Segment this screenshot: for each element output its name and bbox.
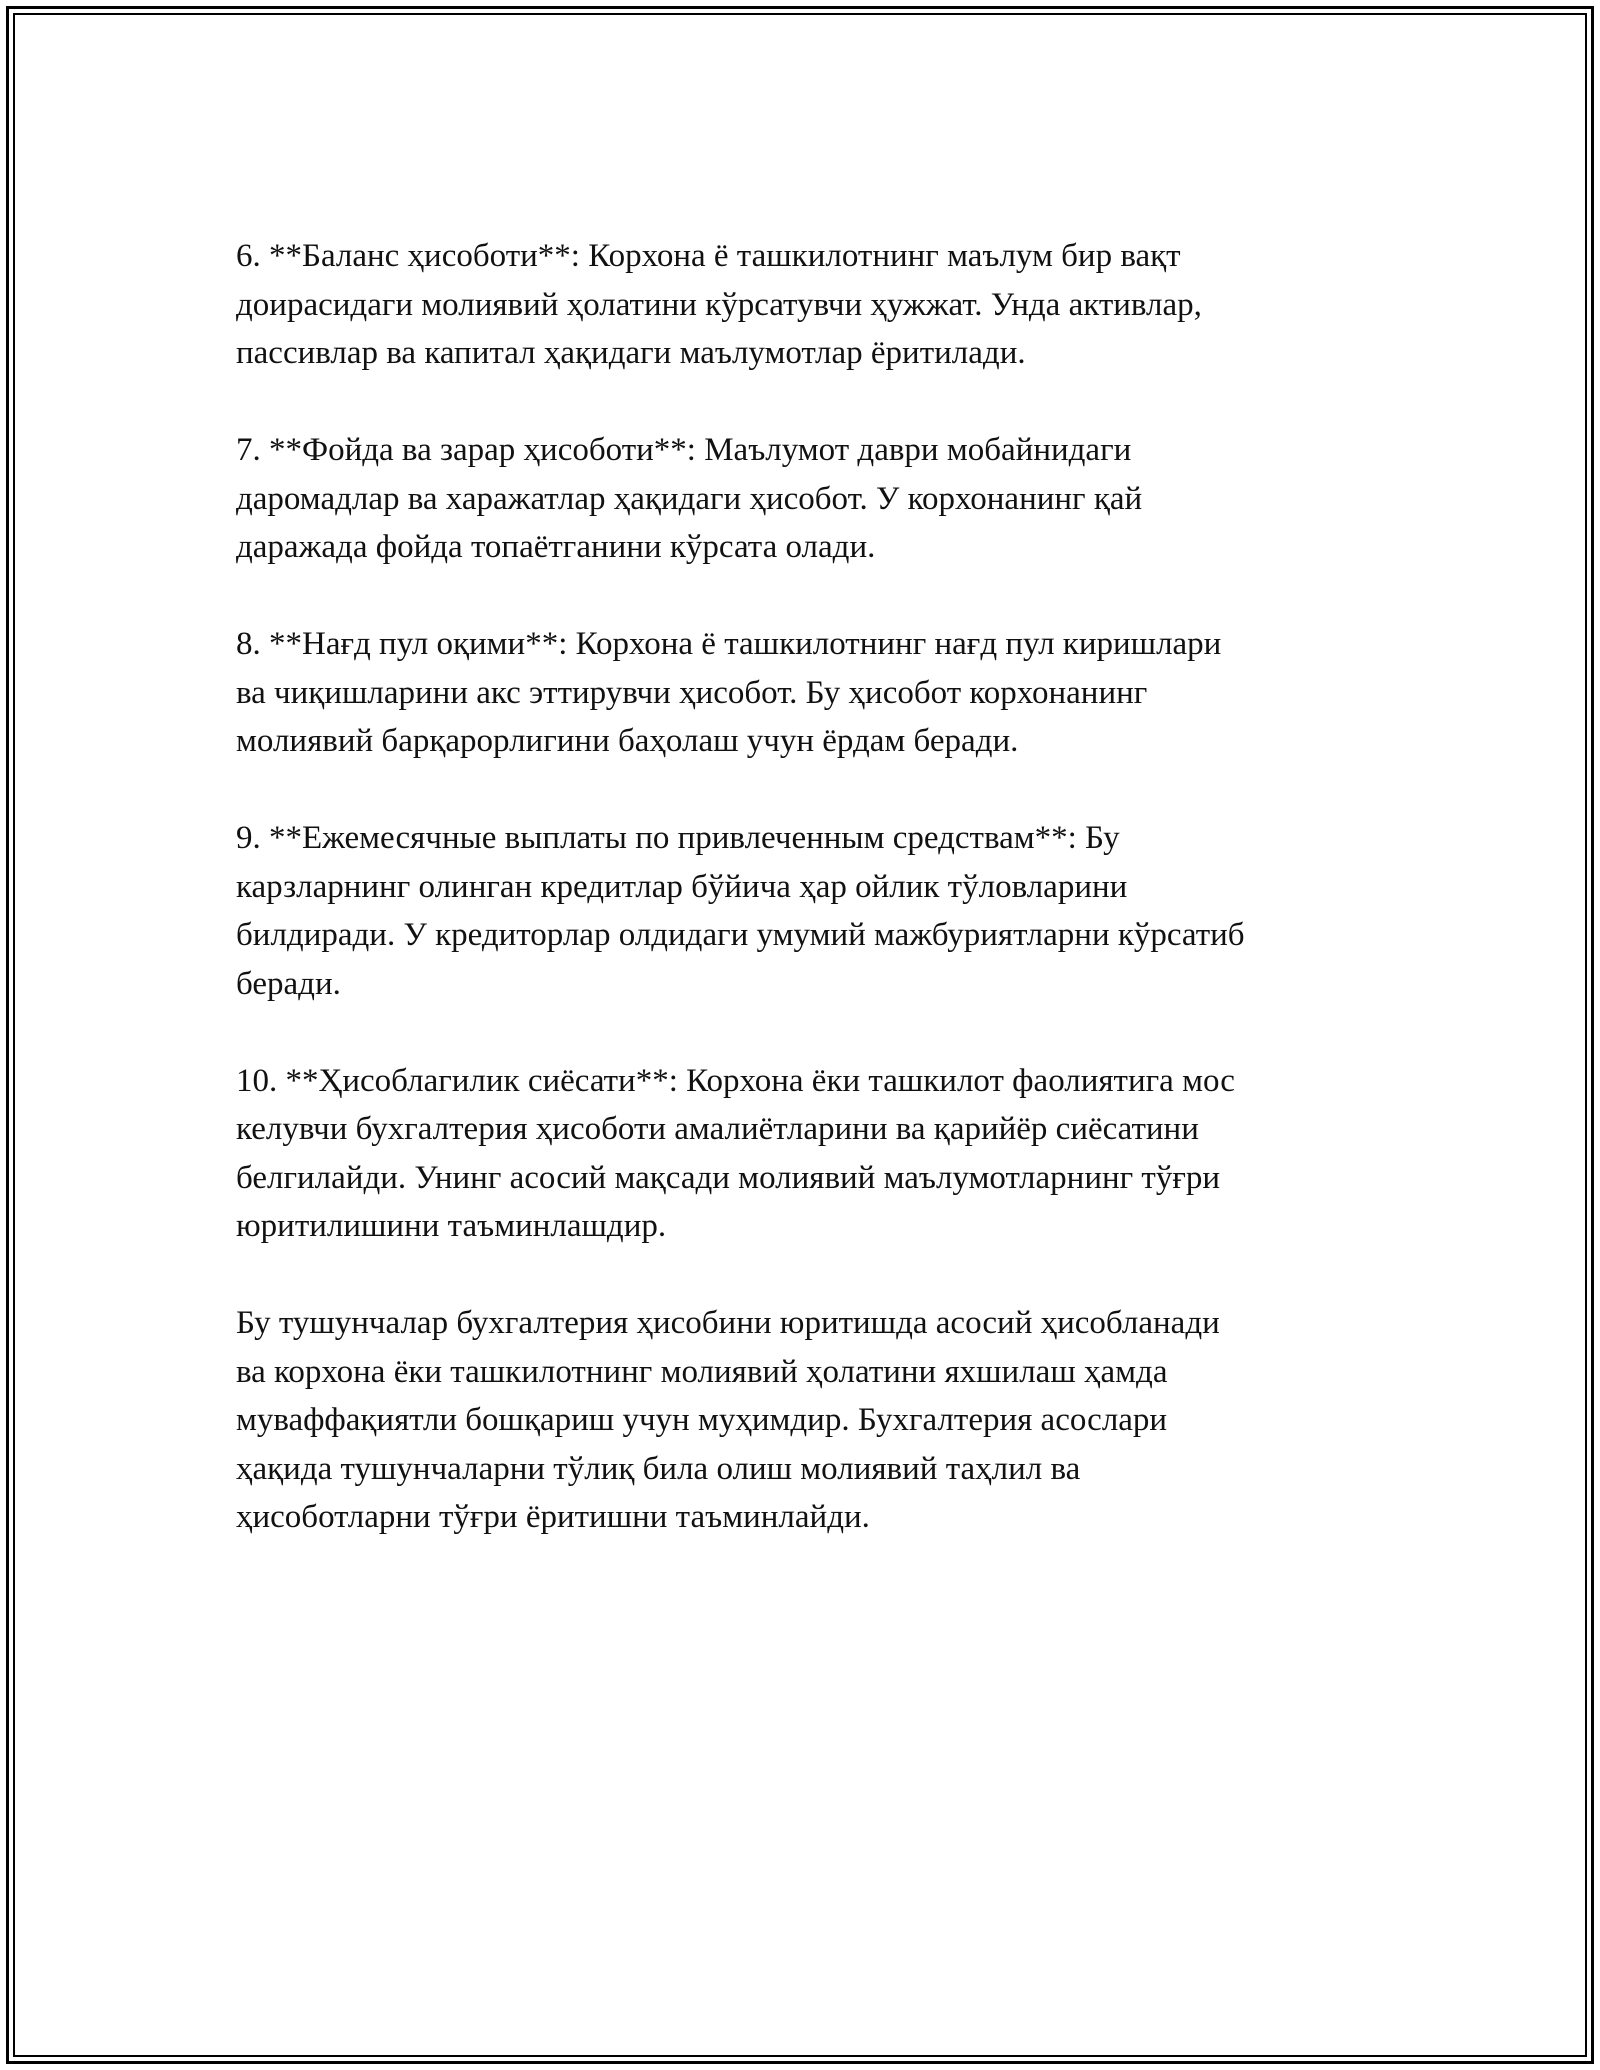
text-line: даромадлар ва харажатлар ҳақидаги ҳисобот. У корхонанинг қай: [236, 480, 1143, 517]
text-line: Бу тушунчалар бухгалтерия ҳисобини юритишда асосий ҳисобланади: [236, 1305, 1220, 1341]
text-line: ва корхона ёки ташкилотнинг молиявий ҳолатини яхшилаш ҳамда: [236, 1353, 1168, 1390]
text-line: 8. **Нағд пул оқими**: Корхона ё ташкилотнинг нағд пул киришлари: [236, 626, 1222, 662]
paragraph-accounting-policy: [236, 1057, 1386, 1251]
text-line: ва чиқишларини акс эттирувчи ҳисобот. Бу ҳисобот корхонанинг: [236, 674, 1148, 711]
text-line: юритилишини таъминлашдир.: [236, 1208, 667, 1244]
text-line: даражада фойда топаётганини кўрсата олади.: [236, 529, 876, 565]
text-line: билдиради. У кредиторлар олдидаги умумий мажбуриятларни кўрсатиб: [236, 917, 1245, 953]
text-line: беради.: [236, 965, 341, 1002]
paragraph-monthly-payments: [236, 814, 1386, 1008]
text-line: белгилайди. Унинг асосий мақсади молиявий маълумотларнинг тўғри: [236, 1159, 1221, 1196]
paragraph-conclusion: [236, 1299, 1386, 1542]
paragraph-profit-loss: [236, 426, 1386, 572]
text-line: ҳисоботларни тўғри ёритишни таъминлайди.: [236, 1499, 870, 1535]
document-body: [236, 232, 1386, 1590]
text-line: муваффақиятли бошқариш учун муҳимдир. Бухгалтерия асослари: [236, 1402, 1168, 1438]
text-line: 7. **Фойда ва зарар ҳисоботи**: Маълумот даври мобайнидаги: [236, 432, 1132, 468]
paragraph-cash-flow: [236, 620, 1386, 766]
text-line: 9. **Ежемесячные выплаты по привлеченным средствам**: Бу: [236, 820, 1120, 856]
text-line: карзларнинг олинган кредитлар бўйича ҳар ойлик тўловларини: [236, 868, 1128, 905]
text-line: доирасидаги молиявий ҳолатини кўрсатувчи ҳужжат. Унда активлар,: [236, 286, 1202, 323]
text-line: пассивлар ва капитал ҳақидаги маълумотлар ёритилади.: [236, 335, 1026, 371]
paragraph-balance-sheet: [236, 232, 1386, 378]
text-line: келувчи бухгалтерия ҳисоботи амалиётларини ва қарийёр сиёсатини: [236, 1111, 1199, 1147]
text-line: ҳақида тушунчаларни тўлиқ била олиш молиявий таҳлил ва: [236, 1450, 1081, 1487]
text-line: 10. **Ҳисоблагилик сиёсати**: Корхона ёки ташкилот фаолиятига мос: [236, 1062, 1235, 1099]
text-line: молиявий барқарорлигини баҳолаш учун ёрдам беради.: [236, 723, 1019, 759]
text-line: 6. **Баланс ҳисоботи**: Корхона ё ташкилотнинг маълум бир вақт: [236, 238, 1181, 274]
